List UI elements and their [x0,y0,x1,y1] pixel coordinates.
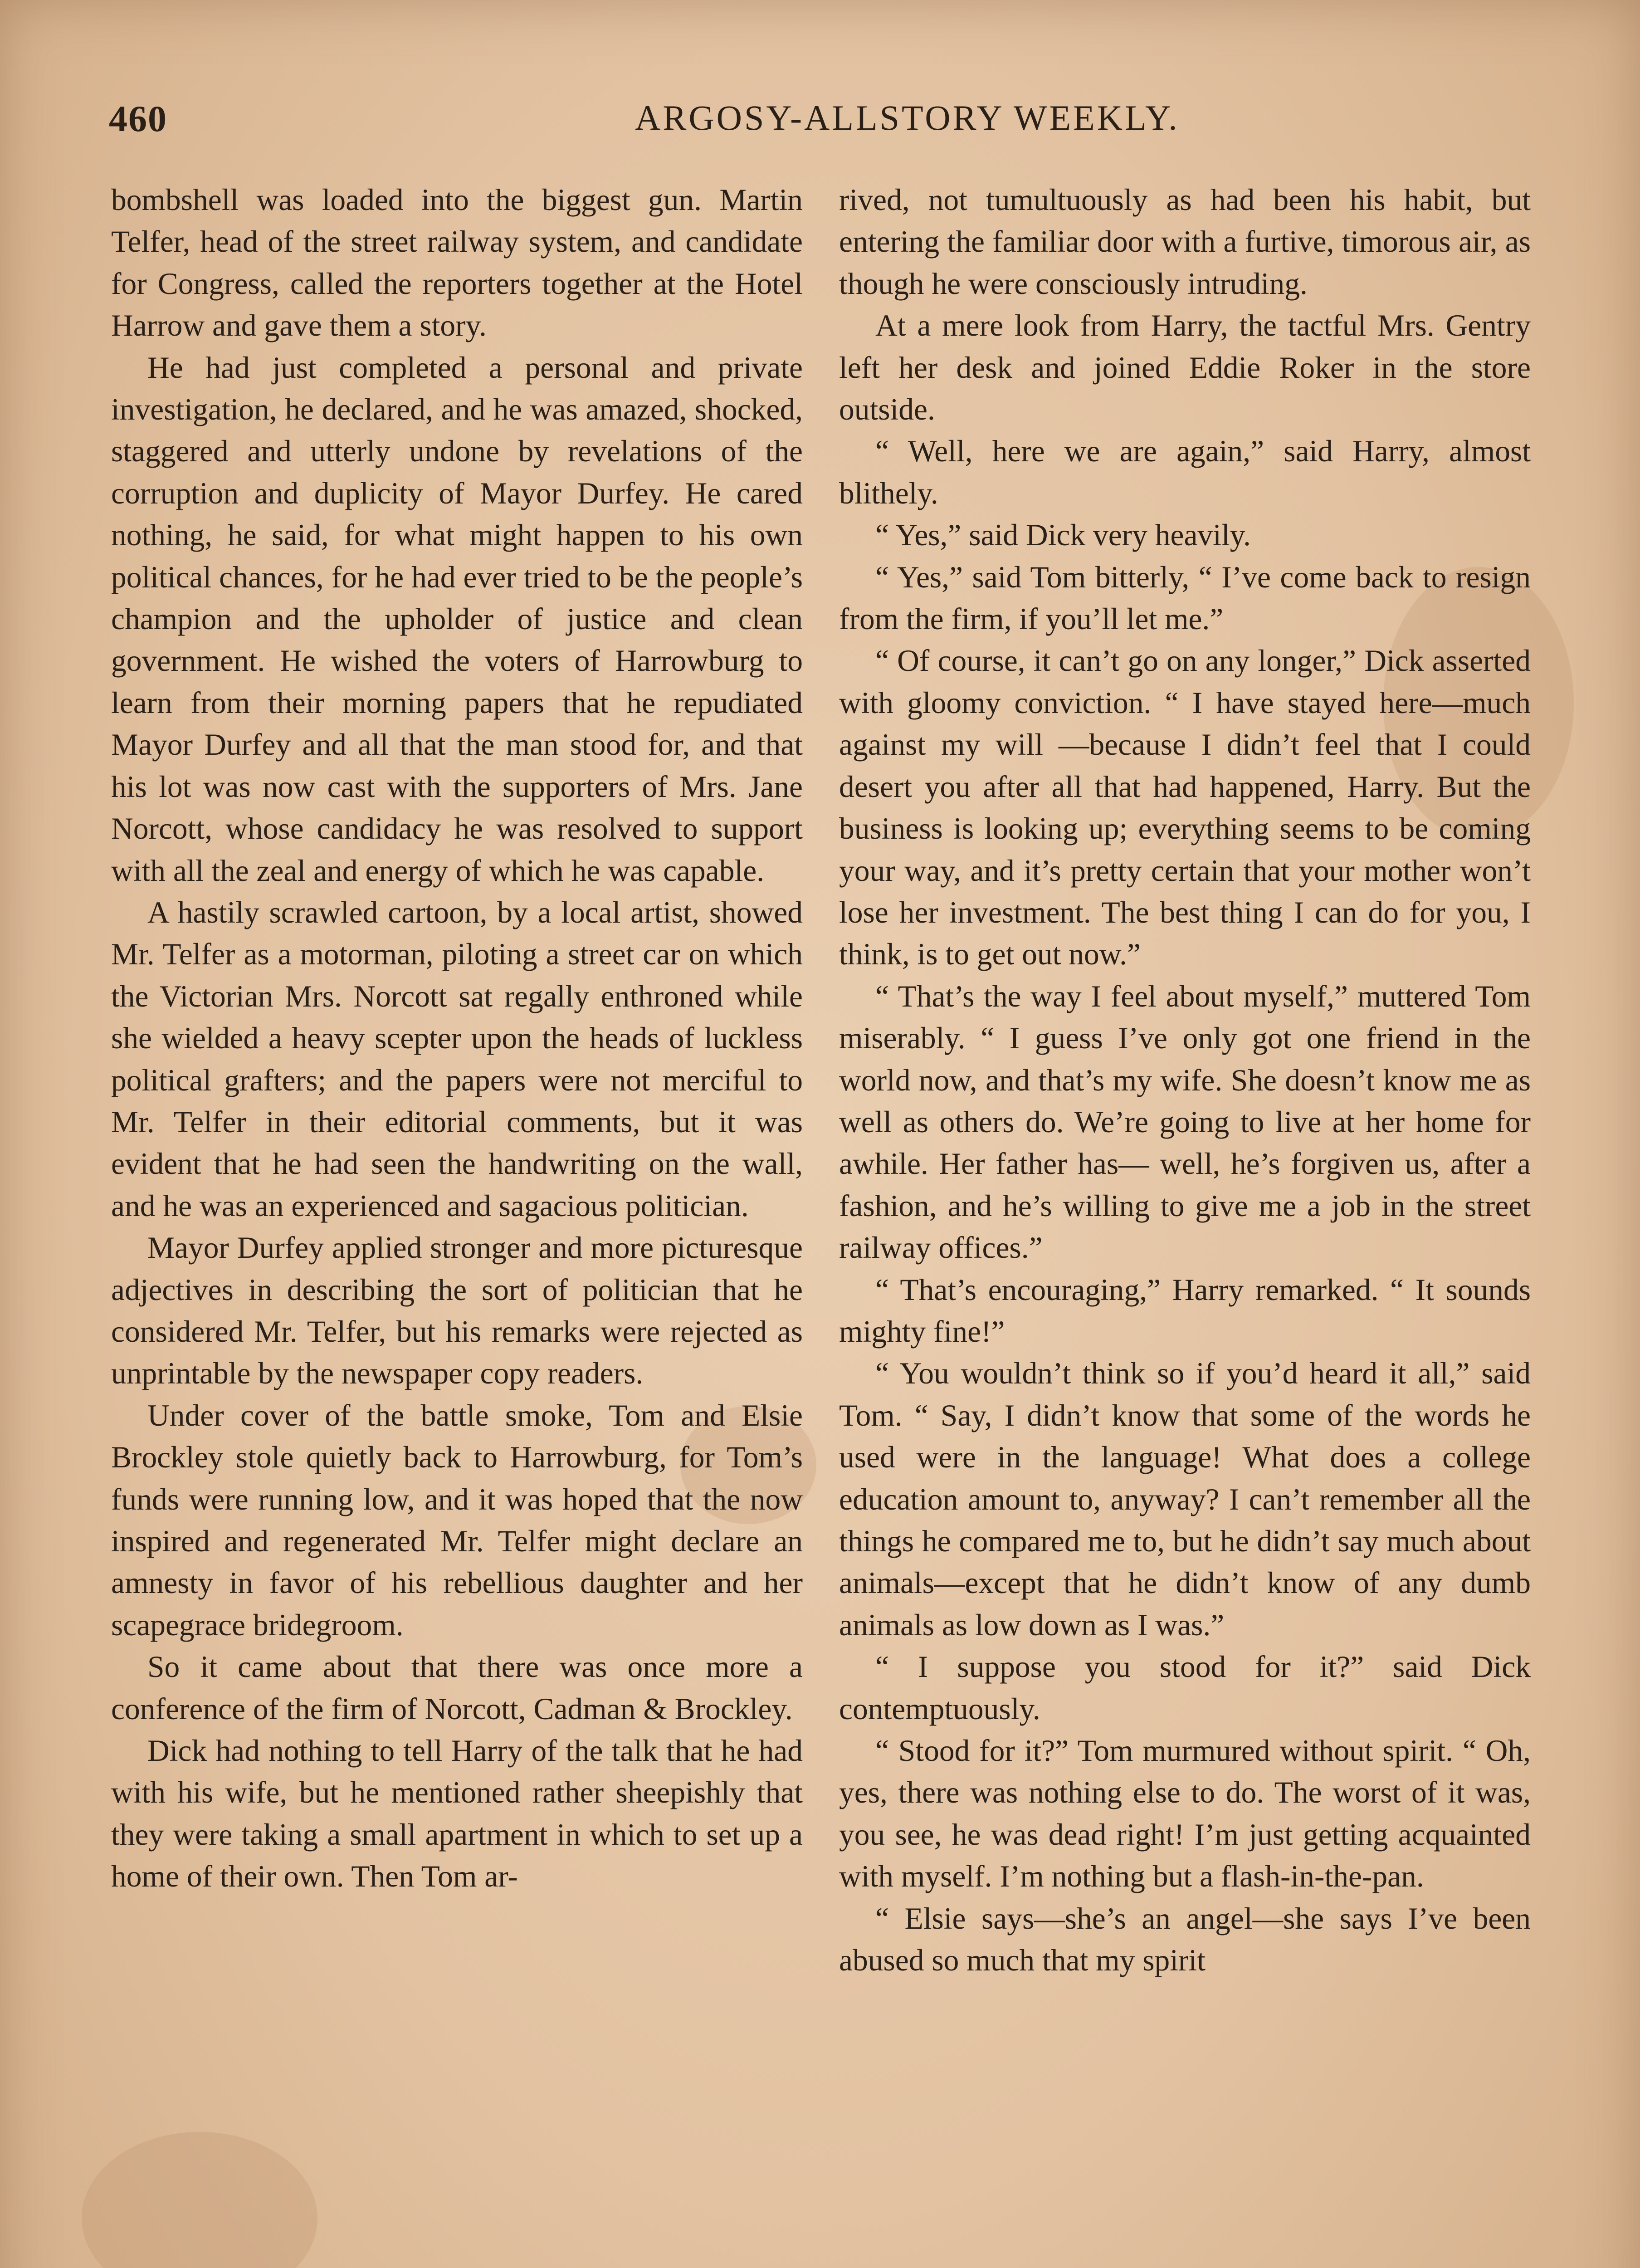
paragraph: “ Of course, it can’t go on any longer,” Dick asserted with gloomy conviction. “ I have stayed here—much against my will —because I didn’t feel that I could desert you after all that had happened, Harry. But the business is looking up; everything seems to be coming your way, and it’s pretty certain that your mother won’t lose her investment. The best thing I can do for you, I think, is to get out now.” [839,644,1531,972]
paragraph: So it came about that there was once more a conference of the firm of Norcott, Cadman & Brockley. [111,1650,803,1726]
paragraph: “ Elsie says—she’s an angel—she says I’ve been abused so much that my spirit [839,1901,1531,1978]
page-header [109,98,1533,147]
paragraph: “ I suppose you stood for it?” said Dick contemptuously. [839,1650,1531,1726]
paragraph: Mayor Durfey applied stronger and more picturesque adjectives in describing the sort of politician that he considered Mr. Telfer, but his remarks were rejected as unprintable by the newspaper copy readers. [111,1231,803,1391]
paragraph: At a mere look from Harry, the tactful Mrs. Gentry left her desk and joined Eddie Roker in the store outside. [839,308,1531,427]
paragraph: “ Stood for it?” Tom murmured without spirit. “ Oh, yes, there was nothing else to do. The worst of it was, you see, he was dead right! I’m just getting acquainted with myself. I’m nothing but a flash-in-the-pan. [839,1734,1531,1894]
paragraph: “ Yes,” said Dick very heavily. [875,518,1251,552]
paragraph: “ Well, here we are again,” said Harry, almost blithely. [839,434,1531,510]
paragraph: “ That’s the way I feel about myself,” muttered Tom miserably. “ I guess I’ve only got one friend in the world now, and that’s my wife. She doesn’t know me as well as others do. We’re going to live at her home for awhile. Her father has— well, he’s forgiven us, after a fashion, and he’s willing to give me a job in the street railway offices.” [839,979,1531,1265]
paragraph: Under cover of the battle smoke, Tom and Elsie Brockley stole quietly back to Harrowburg, for Tom’s funds were running low, and it was hoped that the now inspired and regenerated Mr. Telfer might declare an amnesty in favor of his rebellious daughter and her scapegrace bridegroom. [111,1398,803,1642]
paragraph: “ Yes,” said Tom bitterly, “ I’ve come back to resign from the firm, if you’ll let me.” [839,560,1531,636]
right-column [839,179,1531,1981]
paragraph: bombshell was loaded into the biggest gun. Martin Telfer, head of the street railway system, and candidate for Congress, called the reporters together at the Hotel Harrow and gave them a story. [111,183,803,343]
left-column [111,179,803,1898]
paragraph: He had just completed a personal and private investigation, he declared, and he was amazed, shocked, staggered and utterly undone by revelations of the corruption and duplicity of Mayor Durfey. He cared nothing, he said, for what might happen to his own political chances, for he had ever tried to be the people’s champion and the upholder of justice and clean government. He wished the voters of Harrowburg to learn from their morning papers that he repudiated Mayor Durfey and all that the man stood for, and that his lot was now cast with the supporters of Mrs. Jane Norcott, whose candidacy he was resolved to support with all the zeal and energy of which he was capable. [111,350,803,888]
paragraph: “ That’s encouraging,” Harry remarked. “ It sounds mighty fine!” [839,1272,1531,1349]
paper-stain [82,2132,317,2268]
running-head: ARGOSY-ALLSTORY WEEKLY. [635,98,1180,137]
paragraph: Dick had nothing to tell Harry of the talk that he had with his wife, but he mentioned rather sheepishly that they were taking a small apartment in which to set up a home of their own. Then Tom ar- [111,1734,803,1894]
paragraph: “ You wouldn’t think so if you’d heard it all,” said Tom. “ Say, I didn’t know that some of the words he used were in the language! What does a college education amount to, anyway? I can’t remember all the things he compared me to, but he didn’t say much about animals—except that he didn’t know of any dumb animals as low down as I was.” [839,1356,1531,1642]
paragraph: rived, not tumultuously as had been his habit, but entering the familiar door with a furtive, timorous air, as though he were consciously intruding. [839,183,1531,301]
page-number: 460 [109,98,167,139]
paragraph: A hastily scrawled cartoon, by a local artist, showed Mr. Telfer as a motorman, piloting a street car on which the Victorian Mrs. Norcott sat regally enthroned while she wielded a heavy scepter upon the heads of luckless political grafters; and the papers were not merciful to Mr. Telfer in their editorial comments, but it was evident that he had seen the handwriting on the wall, and he was an experienced and sagacious politician. [111,895,803,1223]
